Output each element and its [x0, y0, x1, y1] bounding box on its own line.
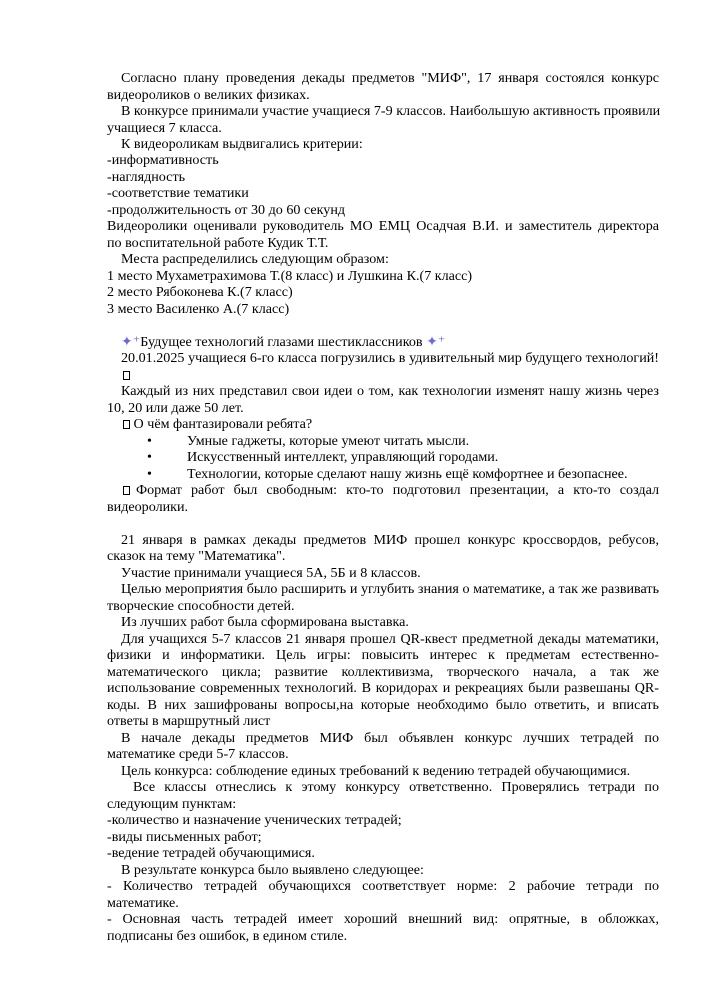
paragraph-line: подписаны без ошибок, в едином стиле. [107, 928, 348, 944]
paragraph-line: В результате конкурса было выявлено следующее: [121, 862, 424, 878]
sparkles-icon: ✦⁺ [426, 334, 446, 350]
missing-glyph-icon [123, 420, 130, 429]
paragraph-line: видеоролики. [107, 499, 189, 515]
paragraph-line: Участие принимали учащиеся 5А, 5Б и 8 классов. [121, 565, 421, 581]
list-item: -соответствие тематики [107, 185, 249, 201]
paragraph-line: 20.01.2025 учащиеся 6-го класса погрузились в удивительный мир будущего технологий! [121, 350, 659, 366]
paragraph-line: творческие способности детей. [107, 598, 295, 614]
paragraph-line: Все классы отнеслись к этому конкурсу ответственно. Проверялись тетради по [133, 779, 659, 795]
paragraph-line: - Количество тетрадей обучающихся соответствует норме: 2 рабочие тетради по [107, 878, 659, 894]
list-item: -наглядность [107, 169, 186, 185]
bullet-item: Технологии, которые сделают нашу жизнь ещё комфортнее и безопаснее. [187, 466, 628, 482]
paragraph-line: Согласно плану проведения декады предметов "МИФ", 17 января состоялся конкурс [121, 70, 659, 86]
paragraph-line: Формат работ был свободным: кто-то подготовил презентации, а кто-то создал [136, 482, 659, 498]
bullet-icon: • [147, 466, 152, 482]
paragraph-line: Места распределились следующим образом: [121, 251, 389, 267]
question-text: О чём фантазировали ребята? [133, 416, 313, 432]
paragraph-line: Целью мероприятия было расширить и углубить знания о математике, а так же развивать [121, 581, 659, 597]
paragraph-line: Цель конкурса: соблюдение единых требований к ведению тетрадей обучающимися. [121, 763, 631, 779]
missing-glyph-icon [123, 481, 130, 499]
paragraph-line: Каждый из них представил свои идеи о том, как технологии изменят нашу жизнь через [121, 383, 659, 399]
paragraph-line: использование современных технологий. В коридорах и рекреациях были развешаны QR- [107, 680, 659, 696]
list-item: -виды письменных работ; [107, 829, 262, 845]
bullet-icon: • [147, 449, 152, 465]
list-item: 3 место Василенко А.(7 класс) [107, 301, 290, 317]
paragraph-line: Для учащихся 5-7 классов 21 января прошел QR-квест предметной декады математики, [121, 631, 659, 647]
list-item: -информативность [107, 152, 219, 168]
list-item: -продолжительность от 30 до 60 секунд [107, 202, 346, 218]
list-item: -ведение тетрадей обучающимися. [107, 845, 315, 861]
bullet-item: Искусственный интеллект, управляющий городами. [187, 449, 499, 465]
paragraph-line: физики и информатики. Цель игры: повысить интерес к предметам естественно- [107, 647, 659, 663]
paragraph-line: ответы в маршрутный лист [107, 713, 271, 729]
paragraph-line: 10, 20 или даже 50 лет. [107, 400, 244, 416]
paragraph-line: учащиеся 7 класса. [107, 120, 222, 136]
paragraph-line: математике среди 5-7 классов. [107, 746, 289, 762]
sparkles-icon: ✦⁺ [121, 334, 141, 350]
paragraph-line: В начале декады предметов МИФ был объявлен конкурс лучших тетрадей по [121, 730, 659, 746]
paragraph-line: В конкурсе принимали участие учащиеся 7-9 классов. Наибольшую активность проявили [121, 103, 661, 119]
paragraph-line [123, 415, 312, 433]
paragraph-line: коды. В них зашифрованы вопросы,на которые необходимо было ответить, и вписать [107, 697, 659, 713]
paragraph-line: Из лучших работ была сформирована выставка. [121, 614, 409, 630]
paragraph-line: по воспитательной работе Кудик Т.Т. [107, 235, 329, 251]
list-item: -количество и назначение ученических тетрадей; [107, 812, 402, 828]
list-item: 1 место Мухаметрахимова Т.(8 класс) и Лушкина К.(7 класс) [107, 268, 473, 284]
bullet-icon: • [147, 433, 152, 449]
paragraph-line: Видеоролики оценивали руководитель МО ЕМЦ Осадчая В.И. и заместитель директора [107, 218, 659, 234]
paragraph-line: сказок на тему "Математика". [107, 548, 286, 564]
paragraph-line: видеороликов о великих физиках. [107, 87, 310, 103]
paragraph-line: 21 января в рамках декады предметов МИФ прошел конкурс кроссвордов, ребусов, [121, 532, 659, 548]
bullet-item: Умные гаджеты, которые умеют читать мысли. [187, 433, 470, 449]
paragraph-line: - Основная часть тетрадей имеет хороший внешний вид: опрятные, в обложках, [107, 911, 659, 927]
list-item: 2 место Рябоконева К.(7 класс) [107, 284, 293, 300]
paragraph-line: математического цикла; развитие коллективизма, творческого начала, а так же [107, 664, 659, 680]
section-heading-text: Будущее технологий глазами шестиклассников [140, 334, 423, 350]
paragraph-line: математике. [107, 895, 179, 911]
paragraph-line: К видеороликам выдвигались критерии: [121, 136, 363, 152]
paragraph-line: следующим пунктам: [107, 796, 237, 812]
